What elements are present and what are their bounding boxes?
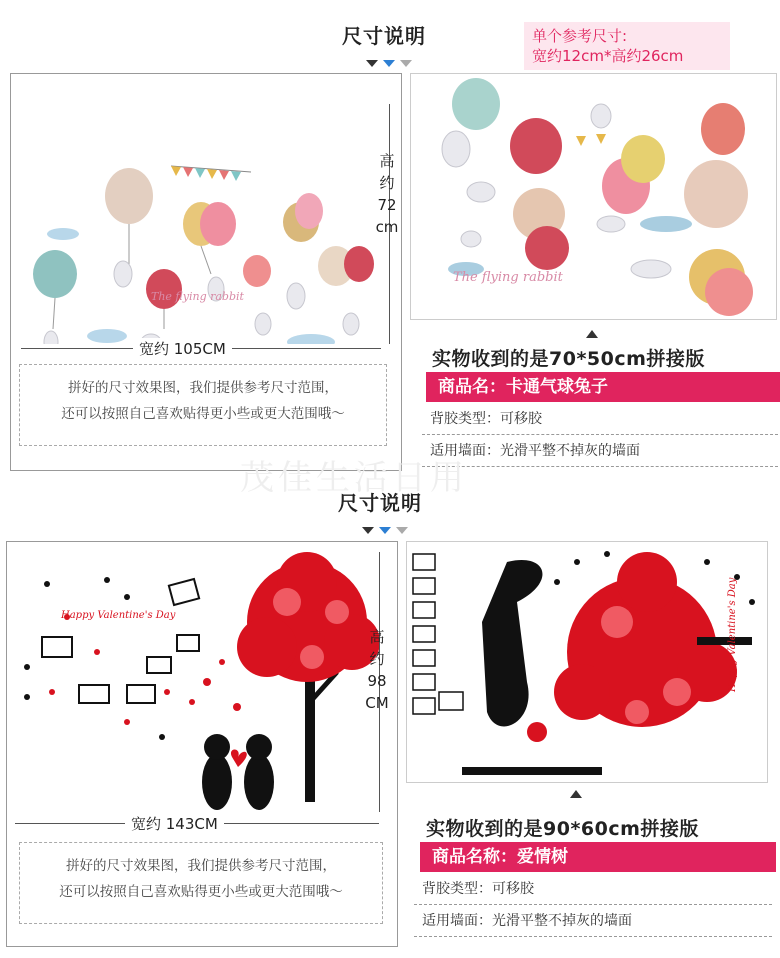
height-char: 约 (369, 650, 385, 668)
height-unit: CM (365, 694, 389, 712)
sticker-sheet-illustration (407, 542, 767, 782)
wall-type-row: 适用墙面：光滑平整不掉灰的墙面 (422, 436, 778, 467)
note-line: 拼好的尺寸效果图，我们提供参考尺寸范围， (66, 858, 336, 874)
balloon-icon (33, 168, 374, 329)
balloon-rabbit-illustration (11, 74, 401, 344)
size-note-box (19, 842, 383, 924)
note-line: 还可以按照自己喜欢贴得更小些或更大范围哦～ (59, 884, 343, 900)
height-char: 高 (369, 628, 385, 646)
triangle-icon (400, 60, 412, 67)
art-caption: Happy Valentine's Day (61, 610, 176, 621)
sticker-sheet-love-tree (406, 541, 768, 783)
height-value: 72 (377, 196, 397, 214)
height-char: 高 (379, 152, 395, 170)
note-line: 还可以按照自己喜欢贴得更小些或更大范围哦～ (61, 406, 345, 422)
note-line: 拼好的尺寸效果图，我们提供参考尺寸范围， (68, 380, 338, 396)
size-note-box (19, 364, 387, 446)
actual-size-text: 实物收到的是70*50cm拼接版 (432, 348, 705, 370)
glue-type-row: 背胶类型：可移胶 (422, 404, 778, 435)
art-caption: The flying rabbit (151, 290, 244, 303)
glue-type-row: 背胶类型：可移胶 (414, 874, 772, 905)
width-dimension-label: 宽约 105CM (133, 338, 232, 359)
triangle-icon (379, 527, 391, 534)
height-value: 98 (367, 672, 387, 690)
triangle-icon (396, 527, 408, 534)
preview-panel-love-tree (6, 541, 398, 947)
reference-value: 宽约12cm*高约26cm (532, 47, 684, 65)
cat-silhouette (482, 560, 542, 726)
single-size-reference (524, 22, 730, 70)
sticker-sheet-balloon-rabbit (410, 73, 777, 320)
triangle-icon (366, 60, 378, 67)
section-title-2: 尺寸说明 (338, 491, 422, 515)
height-dimension-label (367, 150, 407, 238)
love-tree-illustration (7, 542, 397, 812)
up-arrow-icon (570, 790, 582, 798)
reference-label: 单个参考尺寸: (532, 27, 628, 45)
product-name-bar: 商品名：卡通气球兔子 (426, 372, 780, 402)
height-char: 约 (379, 174, 395, 192)
heart-icon (231, 750, 247, 768)
triangle-icon (362, 527, 374, 534)
title-arrows-1 (366, 52, 412, 71)
width-dimension-label: 宽约 143CM (125, 813, 224, 834)
section-title-1: 尺寸说明 (342, 24, 426, 48)
up-arrow-icon (586, 330, 598, 338)
wall-type-row: 适用墙面：光滑平整不掉灰的墙面 (414, 906, 772, 937)
art-caption: Happy Valentine's Day (727, 577, 738, 692)
triangle-icon (383, 60, 395, 67)
preview-panel-balloon-rabbit (10, 73, 402, 471)
art-caption: The flying rabbit (453, 270, 563, 285)
product-name-bar: 商品名称：爱情树 (420, 842, 776, 872)
watermark-text: 茂佳生活日用 (240, 458, 468, 498)
height-unit: cm (375, 218, 399, 236)
title-arrows-2 (362, 519, 408, 538)
height-dimension-label (357, 626, 397, 714)
actual-size-text: 实物收到的是90*60cm拼接版 (426, 818, 699, 840)
